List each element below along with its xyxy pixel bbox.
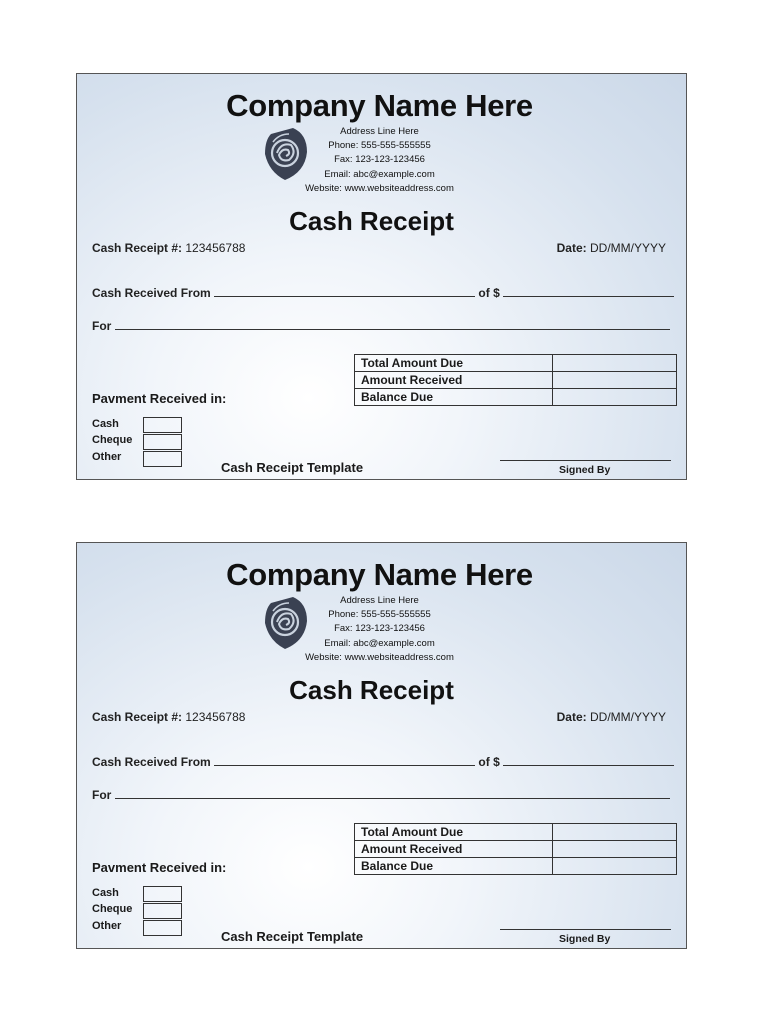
address-line: Address Line Here	[340, 595, 419, 606]
for-row	[92, 788, 670, 802]
received-from-row	[92, 286, 674, 300]
receipt-date	[557, 710, 666, 724]
company-name: Company Name Here	[226, 88, 533, 123]
date-value: DD/MM/YYYY	[589, 710, 666, 724]
for-label: For	[92, 319, 112, 333]
date-label: Date:	[556, 241, 587, 255]
signed-by-label: Signed By	[559, 464, 611, 476]
cheque-checkbox[interactable]	[143, 434, 182, 450]
email-line: Email: abc@example.com	[324, 637, 435, 649]
signature-field[interactable]	[500, 929, 671, 930]
received-from-row	[92, 755, 674, 769]
received-from-label: Cash Received From	[92, 755, 211, 769]
table-row	[355, 824, 677, 841]
table-row	[355, 858, 677, 875]
date-value: DD/MM/YYYY	[589, 241, 666, 255]
cash-checkbox[interactable]	[143, 417, 182, 433]
other-checkbox[interactable]	[143, 451, 182, 467]
amount-received-label: Amount Received	[355, 372, 553, 389]
balance-due-label: Balance Due	[355, 389, 553, 406]
table-row	[355, 355, 677, 372]
amount-field[interactable]	[503, 286, 674, 297]
signature-field[interactable]	[500, 460, 671, 461]
cash-checkbox[interactable]	[143, 886, 182, 902]
signed-by-label: Signed By	[559, 933, 611, 945]
fax-line: Fax: 123-123-123456	[334, 623, 425, 635]
balance-due-field[interactable]	[553, 389, 677, 406]
received-from-field[interactable]	[214, 286, 475, 297]
balance-due-field[interactable]	[553, 858, 677, 875]
cash-receipt-form-1	[76, 73, 687, 480]
contact-details	[282, 594, 477, 665]
total-amount-due-label: Total Amount Due	[355, 355, 553, 372]
receipt-date	[557, 241, 666, 255]
amount-label: of $	[478, 286, 500, 300]
phone-line: Phone: 555-555-555555	[328, 609, 431, 621]
total-amount-due-label: Total Amount Due	[355, 824, 553, 841]
total-amount-due-field[interactable]	[553, 824, 677, 841]
payment-method-cash-label: Cash	[92, 887, 119, 899]
receipt-title: Cash Receipt	[289, 675, 454, 705]
receipt-number-value: 123456788	[185, 241, 246, 255]
receipt-number-label: Cash Receipt #:	[92, 710, 183, 724]
for-field[interactable]	[115, 319, 670, 330]
payment-received-label: Pavment Received in:	[92, 391, 227, 406]
amounts-table	[354, 823, 677, 875]
total-amount-due-field[interactable]	[553, 355, 677, 372]
receipt-number	[92, 241, 245, 255]
table-row	[355, 841, 677, 858]
receipt-title: Cash Receipt	[289, 206, 454, 236]
amount-received-label: Amount Received	[355, 841, 553, 858]
website-line: Website: www.websiteaddress.com	[305, 182, 454, 194]
contact-details	[282, 125, 477, 196]
receipt-number	[92, 710, 245, 724]
payment-method-other-label: Other	[92, 920, 122, 932]
other-checkbox[interactable]	[143, 920, 182, 936]
balance-due-label: Balance Due	[355, 858, 553, 875]
amount-field[interactable]	[503, 755, 674, 766]
payment-method-cheque-label: Cheque	[92, 903, 133, 915]
table-row	[355, 372, 677, 389]
template-footer: Cash Receipt Template	[221, 460, 364, 475]
email-line: Email: abc@example.com	[324, 168, 435, 180]
address-line: Address Line Here	[340, 126, 419, 137]
amount-label: of $	[478, 755, 500, 769]
received-from-label: Cash Received From	[92, 286, 211, 300]
for-field[interactable]	[115, 788, 670, 799]
phone-line: Phone: 555-555-555555	[328, 140, 431, 152]
received-from-field[interactable]	[214, 755, 475, 766]
table-row	[355, 389, 677, 406]
cheque-checkbox[interactable]	[143, 903, 182, 919]
amount-received-field[interactable]	[553, 841, 677, 858]
receipt-number-value: 123456788	[185, 710, 246, 724]
company-name: Company Name Here	[226, 557, 533, 592]
website-line: Website: www.websiteaddress.com	[305, 651, 454, 663]
payment-method-cheque-label: Cheque	[92, 434, 133, 446]
receipt-number-label: Cash Receipt #:	[92, 241, 183, 255]
payment-method-cash-label: Cash	[92, 418, 119, 430]
date-label: Date:	[556, 710, 587, 724]
fax-line: Fax: 123-123-123456	[334, 154, 425, 166]
for-label: For	[92, 788, 112, 802]
amount-received-field[interactable]	[553, 372, 677, 389]
cash-receipt-form-2	[76, 542, 687, 949]
payment-method-other-label: Other	[92, 451, 122, 463]
template-footer: Cash Receipt Template	[221, 929, 364, 944]
amounts-table	[354, 354, 677, 406]
for-row	[92, 319, 670, 333]
payment-received-label: Pavment Received in:	[92, 860, 227, 875]
